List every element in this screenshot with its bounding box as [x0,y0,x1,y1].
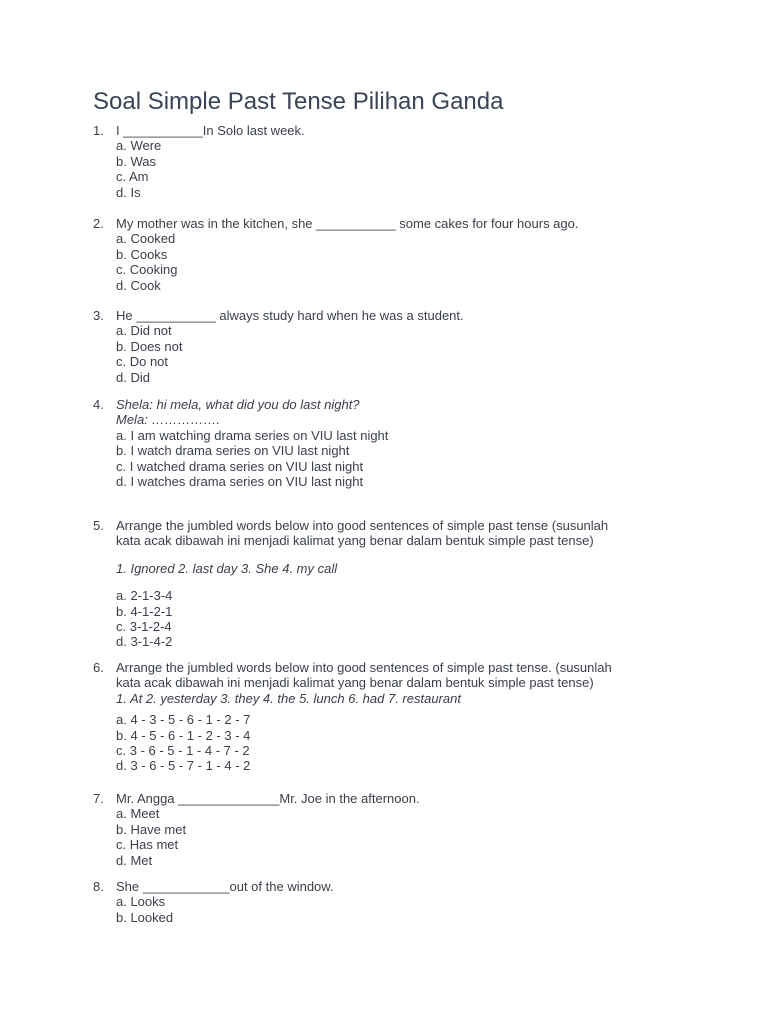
question-8 [93,879,673,925]
option-c: c. 3 - 6 - 5 - 1 - 4 - 7 - 2 [116,743,250,759]
jumbled-words: 1. At 2. yesterday 3. they 4. the 5. lunch 6. had 7. restaurant [116,690,461,706]
option-a: a. I am watching drama series on VIU last night [116,427,389,443]
question-number: 6. [93,660,104,675]
option-c: c. Do not [116,354,169,370]
question-text: Mr. Angga ______________Mr. Joe in the afternoon. [116,791,420,806]
question-text: She ____________out of the window. [116,879,334,894]
option-a: a. Were [116,138,162,154]
option-a: a. 4 - 3 - 5 - 6 - 1 - 2 - 7 [116,712,251,728]
question-4 [93,397,673,489]
spacer [116,549,673,561]
question-2 [93,216,673,293]
question-number: 2. [93,216,104,231]
option-c: c. Has met [116,837,179,853]
question-3 [93,308,673,385]
option-c: c. Am [116,169,149,185]
option-b: b. 4-1-2-1 [116,603,173,619]
question-7 [93,791,673,868]
option-d: d. Met [116,852,153,868]
question-number: 5. [93,518,104,533]
option-b: b. Cooks [116,246,168,262]
question-text-line-2: kata acak dibawah ini menjadi kalimat yang benar dalam bentuk simple past tense) [116,533,594,549]
option-a: a. 2-1-3-4 [116,588,173,604]
option-c: c. I watched drama series on VIU last night [116,458,364,474]
dialog-line-shela: Shela: hi mela, what did you do last night? [116,397,360,412]
option-a: a. Meet [116,806,160,822]
option-d: d. I watches drama series on VIU last night [116,474,364,490]
question-number: 7. [93,791,104,806]
option-a: a. Did not [116,323,172,339]
option-b: b. Have met [116,821,187,837]
jumbled-words: 1. Ignored 2. last day 3. She 4. my call [116,560,338,576]
option-a: a. Looks [116,894,166,910]
spacer [116,576,673,588]
option-b: b. Does not [116,338,183,354]
question-text-line-1: Arrange the jumbled words below into good sentences of simple past tense (susunlah [116,518,609,533]
page-title: Soal Simple Past Tense Pilihan Ganda [93,88,504,115]
question-text: I ___________In Solo last week. [116,123,305,138]
question-text: He ___________ always study hard when he was a student. [116,308,464,323]
question-text: My mother was in the kitchen, she ___________ some cakes for four hours ago. [116,216,579,231]
option-b: b. I watch drama series on VIU last night [116,443,350,459]
option-a: a. Cooked [116,231,176,247]
question-text-line-2: kata acak dibawah ini menjadi kalimat yang benar dalam bentuk simple past tense) [116,675,594,691]
option-b: b. Was [116,153,156,169]
option-d: d. Cook [116,277,161,293]
option-d: d. 3 - 6 - 5 - 7 - 1 - 4 - 2 [116,758,251,774]
option-d: d. Did [116,369,150,385]
question-5 [93,518,673,650]
question-number: 4. [93,397,104,412]
option-b: b. 4 - 5 - 6 - 1 - 2 - 3 - 4 [116,727,251,743]
option-d: d. 3-1-4-2 [116,634,173,650]
dialog-line-mela: Mela: ……………. [116,412,221,428]
question-1 [93,123,673,200]
question-number: 8. [93,879,104,894]
question-number: 3. [93,308,104,323]
question-text-line-1: Arrange the jumbled words below into good sentences of simple past tense. (susunlah [116,660,612,675]
option-c: c. Cooking [116,262,178,278]
option-b: b. Looked [116,909,174,925]
question-6 [93,660,673,774]
option-c: c. 3-1-2-4 [116,619,172,635]
option-d: d. Is [116,184,141,200]
question-number: 1. [93,123,104,138]
